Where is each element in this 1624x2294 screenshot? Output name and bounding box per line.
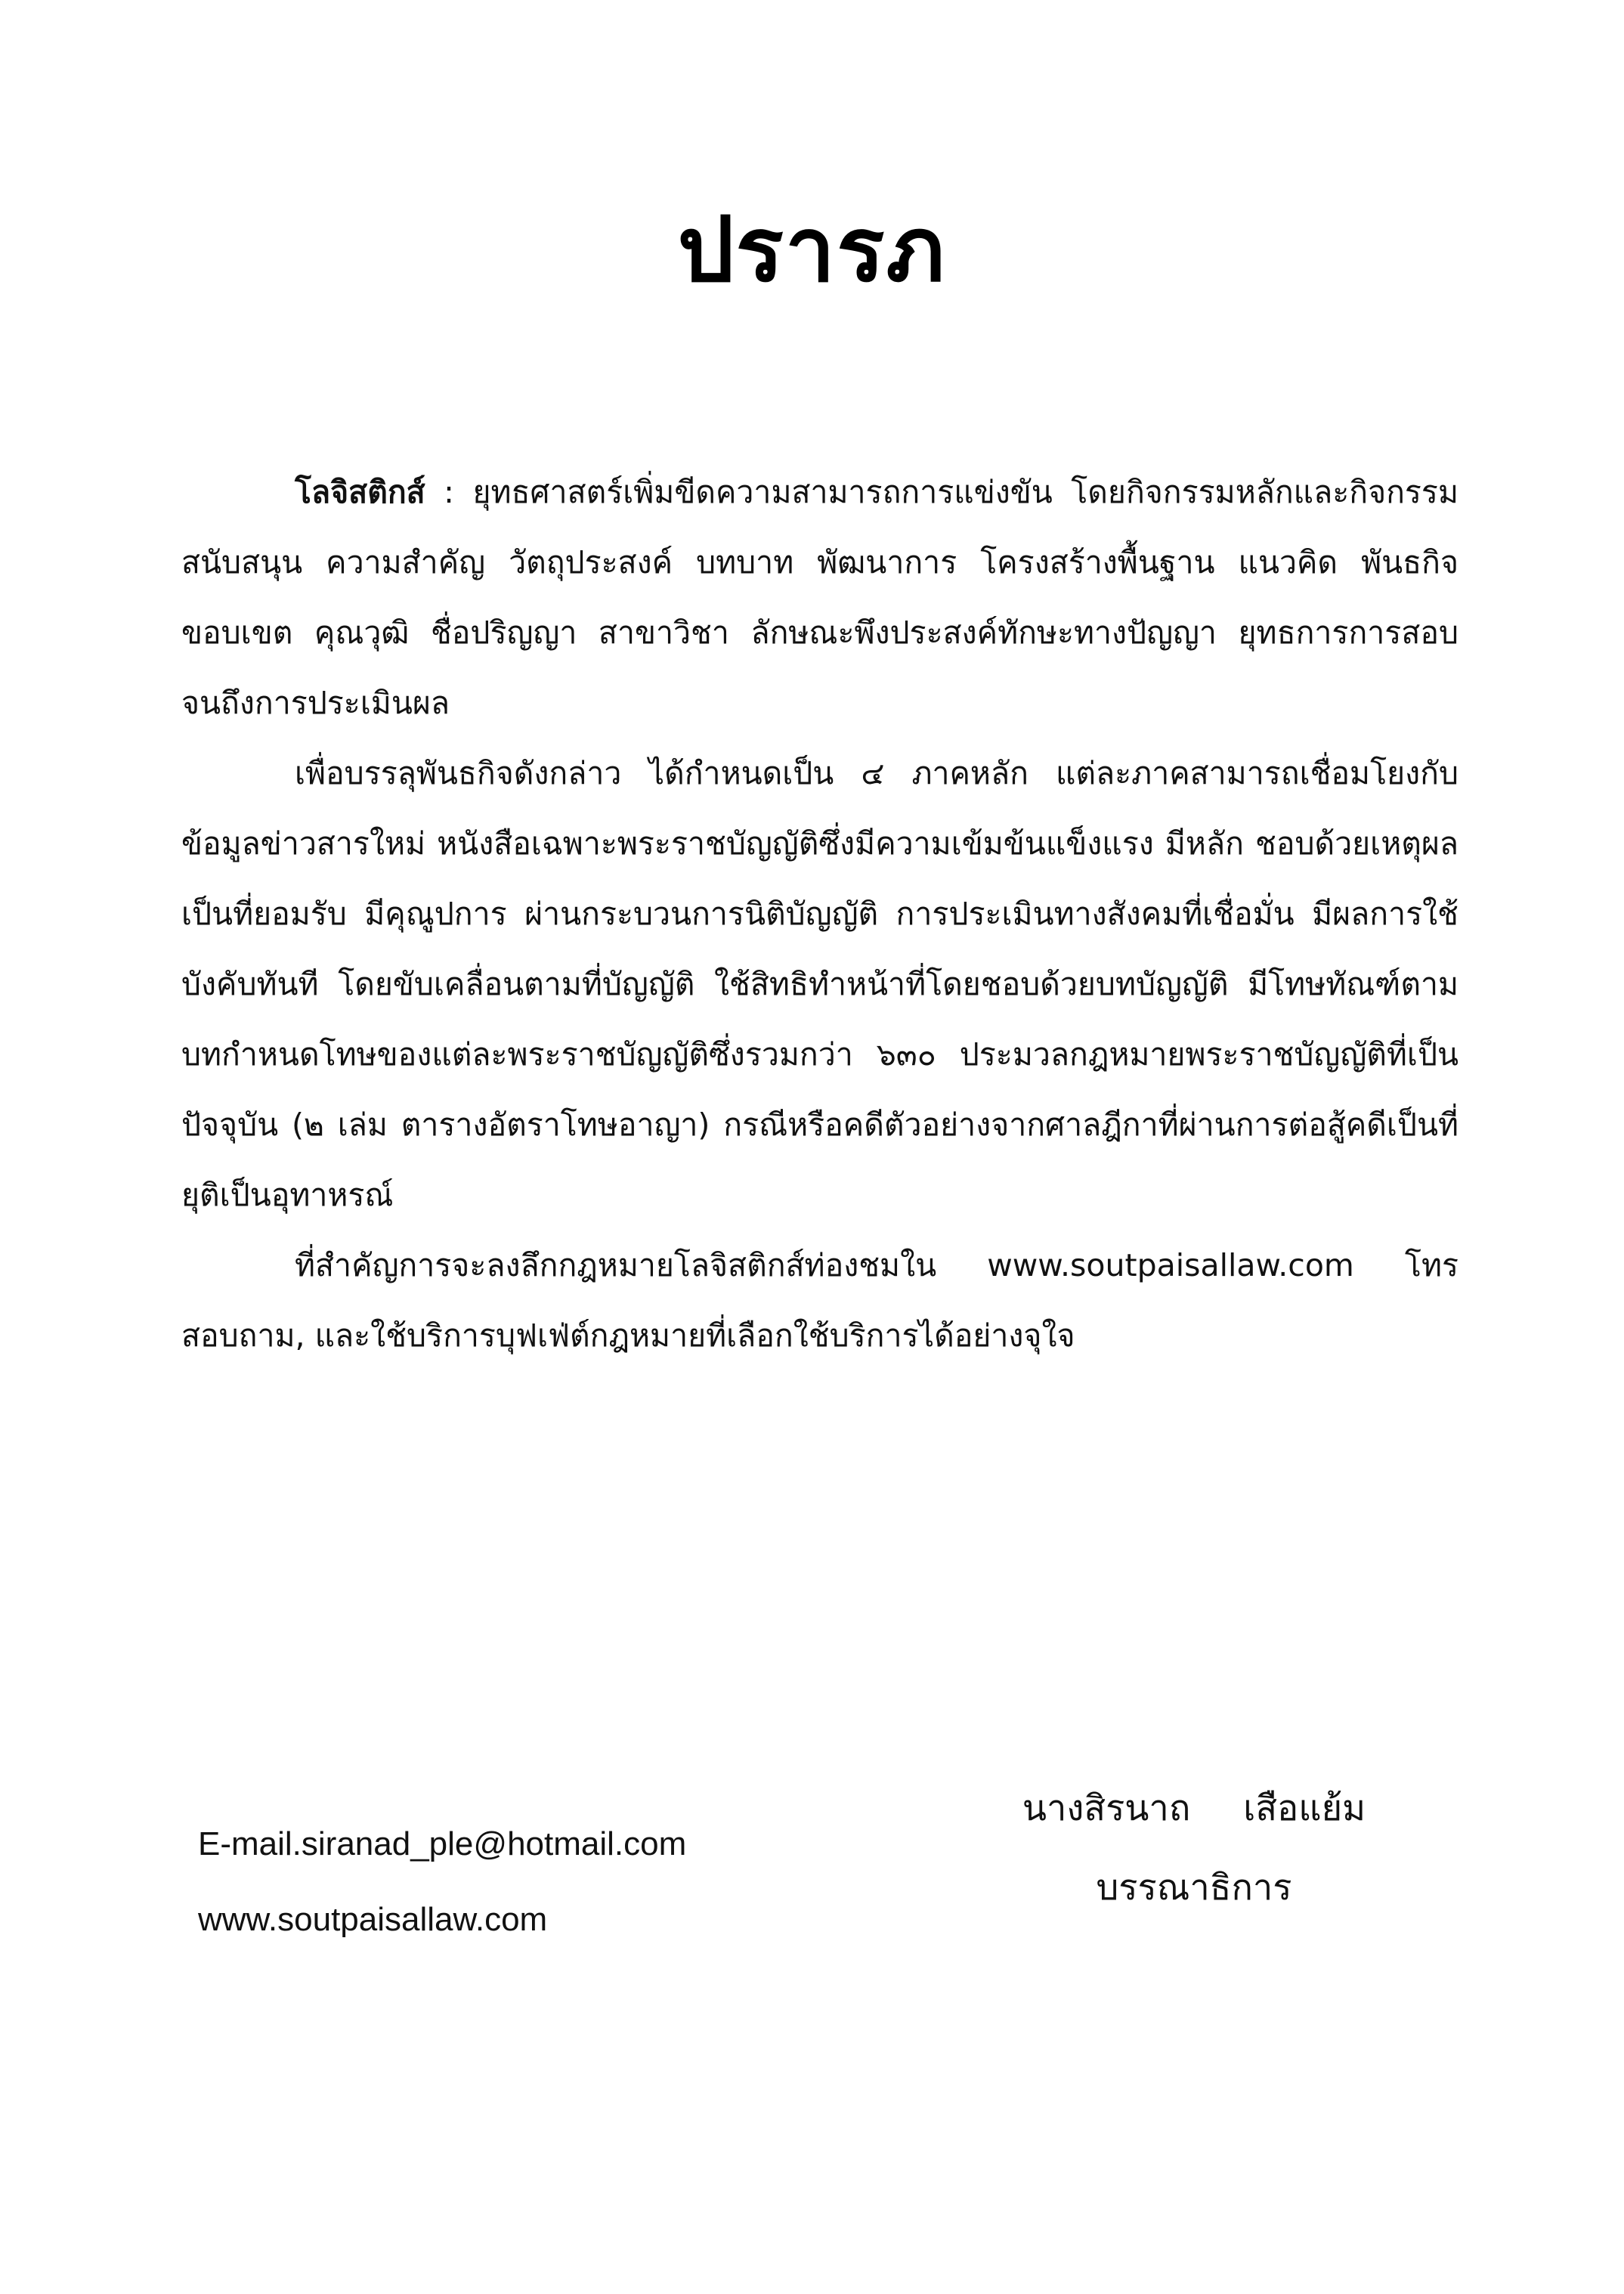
signature-first-name: นางสิรนาถ <box>1022 1788 1191 1829</box>
contact-email: E-mail.siranad_ple@hotmail.com <box>198 1825 687 1862</box>
signature-role: บรรณาธิการ <box>1096 1867 1292 1909</box>
paragraph-1 <box>181 457 1459 738</box>
signature-block <box>937 1769 1451 1927</box>
lead-term: โลจิสติกส์ <box>295 474 425 510</box>
page-title: ปรารภ <box>677 197 947 302</box>
contact-website: www.soutpaisallaw.com <box>198 1901 548 1938</box>
paragraph-2: เพื่อบรรลุพันธกิจดังกล่าว ได้กำหนดเป็น ๔ ภาคหลัก แต่ละภาคสามารถเชื่อมโยงกับข้อมูลข่าวสารใหม่ หนังสือเฉพาะพระราชบัญญัติซึ่งมีความเข้มข้นแข็งแรง มีหลัก ชอบด้วยเหตุผล เป็นที่ยอมรับ มีคุณูปการ ผ่านกระบวนการนิติบัญญัติ การประเมินทางสังคมที่เชื่อมั่น มีผลการใช้บังคับทันที โดยขับเคลื่อนตามที่บัญญัติ ใช้สิทธิทำหน้าที่โดยชอบด้วยบทบัญญัติ มีโทษทัณฑ์ตามบทกำหนดโทษของแต่ละพระราชบัญญัติซึ่งรวมกว่า ๖๓๐ ประมวลกฎหมายพระราชบัญญัติที่เป็นปัจจุบัน (๒ เล่ม ตารางอัตราโทษอาญา) กรณีหรือคดีตัวอย่างจากศาลฎีกาที่ผ่านการต่อสู้คดีเป็นที่ยุติเป็นอุทาหรณ์ <box>181 755 1459 1213</box>
lead-separator: : <box>425 474 473 510</box>
paragraph-3: ที่สำคัญการจะลงลึกกฎหมายโลจิสติกส์ท่องชมใน www.soutpaisallaw.com โทรสอบถาม, และใช้บริการบุฟเฟ่ต์กฎหมายที่เลือกใช้บริการได้อย่างจุใจ <box>181 1247 1459 1354</box>
signature-last-name: เสือแย้ม <box>1243 1788 1366 1829</box>
paragraph-1-text: ยุทธศาสตร์เพิ่มขีดความสามารถการแข่งขัน โดยกิจกรรมหลักและกิจกรรมสนับสนุน ความสำคัญ วัตถุประสงค์ บทบาท พัฒนาการ โครงสร้างพื้นฐาน แนวคิด พันธกิจ ขอบเขต คุณวุฒิ ชื่อปริญญา สาขาวิชา ลักษณะพึงประสงค์ทักษะทางปัญญา ยุทธการการสอบ จนถึงการประเมินผล <box>181 474 1459 721</box>
body-text <box>181 457 1459 1371</box>
contact-block <box>198 1806 878 1958</box>
signature-name <box>937 1769 1451 1848</box>
